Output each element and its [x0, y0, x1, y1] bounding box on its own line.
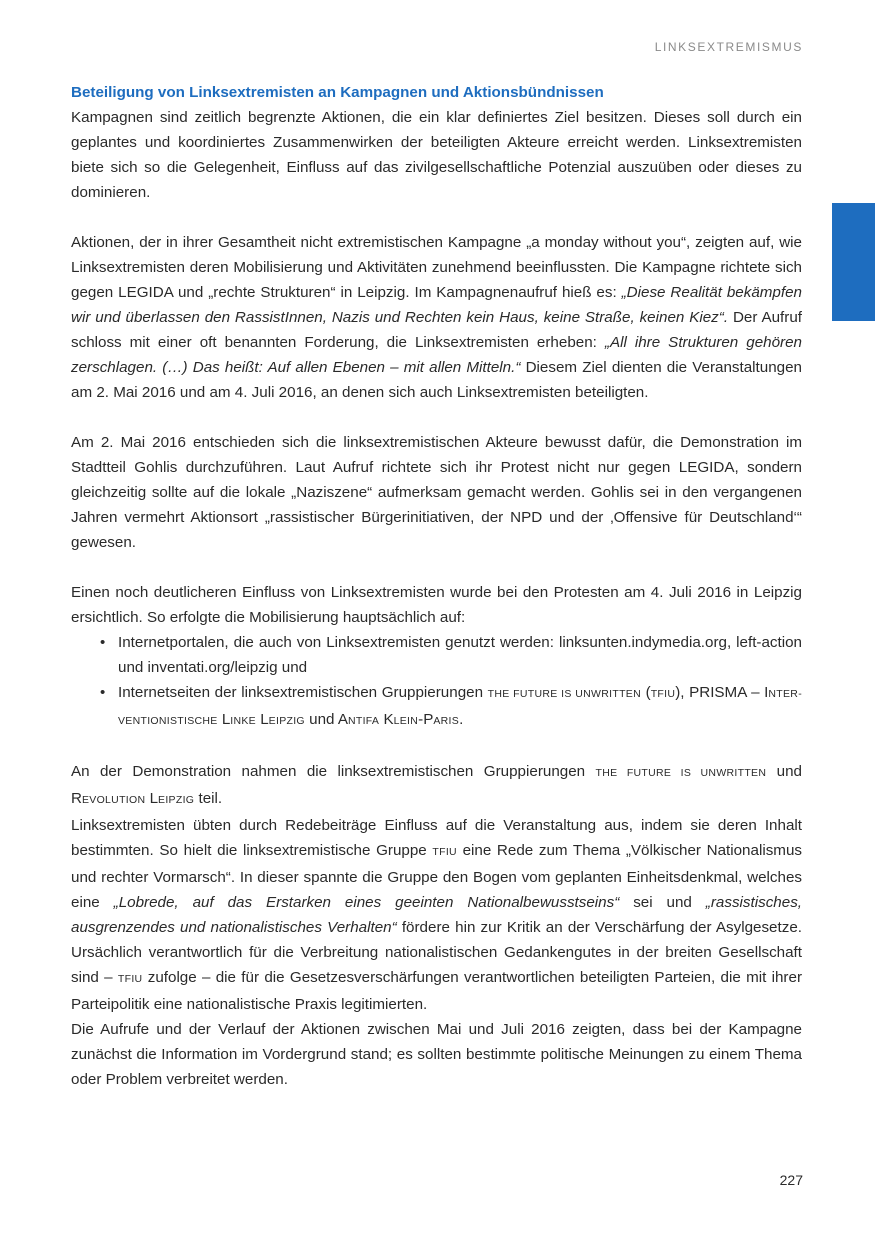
- text-run: fördere hin zur Kritik an der Verschärfung der Asylgesetze. Ursächlich verantwortlich für die Verbreitung nationalistischen Gedankengutes in der breiten Gesellschaft sind –: [71, 919, 802, 986]
- small-caps-run: TFIU: [117, 973, 143, 985]
- small-caps-run: NTER-VENTIONISTISCHE: [118, 688, 802, 727]
- text-run: Linksextremisten übten durch Redebeiträge Einfluss auf die Veranstaltung aus, indem sie deren Inhalt bestimmten. So hielt die linksextremistische Gruppe: [71, 817, 802, 859]
- small-caps-run: NTIFA: [347, 715, 380, 727]
- list-item: [100, 630, 802, 680]
- text-run: -P: [418, 711, 434, 728]
- text-run: teil.: [194, 790, 223, 807]
- paragraph-6: [71, 813, 802, 1017]
- small-caps-run: TFIU: [432, 846, 457, 858]
- text-run: L: [256, 711, 269, 728]
- paragraph-4: Einen noch deutlicheren Einfluss von Linksextremisten wurde bei den Protesten am 4. Juli 2016 in Leipzig ersichtlich. So erfolgte die Mobilisierung hauptsächlich auf:: [71, 584, 802, 626]
- text-run: und A: [304, 711, 348, 728]
- bullet-icon: •: [100, 634, 106, 651]
- paragraph-6-quote-1: „Lobrede, auf das Erstarken eines geeinten Nationalbewusstseins“: [113, 894, 620, 911]
- small-caps-run: TFIU: [650, 688, 676, 700]
- page-number: 227: [779, 1172, 803, 1188]
- text-run: ), PRISMA – I: [675, 684, 769, 701]
- small-caps-run: THE FUTURE IS UNWRITTEN: [487, 688, 641, 700]
- paragraph-2-quote-2: „All ihre Strukturen gehören zerschlagen. (…) Das heißt: Auf allen Ebenen – mit allen Mitteln.“: [71, 334, 802, 376]
- small-caps-run: EIPZIG: [268, 715, 305, 727]
- paragraph-7: Die Aufrufe und der Verlauf der Aktionen zwischen Mai und Juli 2016 zeigten, dass bei der Kampagne zunächst die Information im Vordergrund stand; es sollten bestimmte politische Meinungen zu einem Thema oder Problem verbreitet werden.: [71, 1021, 802, 1088]
- paragraph-6-quote-2: „rassistisches, ausgrenzendes und nationalistisches Verhalten“: [71, 894, 803, 936]
- text-run: (: [641, 684, 651, 701]
- text-run: L: [217, 711, 231, 728]
- paragraph-1: Kampagnen sind zeitlich begrenzte Aktionen, die ein klar definiertes Ziel besitzen. Dieses soll durch ein geplantes und koordiniertes Zusammenwirken der beteiligten Akteure erreicht werden. Linksextremisten biete sich so die Gelegenheit, Einfluss auf das zivilgesellschaftliche Potenzial auszuüben oder dieses zu dominieren.: [71, 109, 802, 201]
- text-run: sei und: [619, 894, 706, 911]
- small-caps-run: EVOLUTION: [81, 794, 146, 806]
- mobilization-list: [71, 630, 802, 734]
- list-item: [100, 680, 802, 734]
- text-run: L: [145, 790, 159, 807]
- running-head: LINKSEXTREMISMUS: [654, 40, 803, 54]
- chapter-tab-marker: [832, 203, 875, 321]
- page-content: [71, 80, 802, 1092]
- paragraph-2: [71, 230, 802, 405]
- paragraph-2-quote-1: „Diese Realität bekämpfen wir und überlassen den RassistInnen, Nazis und Rechten kein Haus, keine Straße, keinen Kiez“.: [71, 284, 802, 326]
- text-run: An der Demonstration nahmen die linksextremistischen Gruppierungen: [71, 763, 596, 780]
- section-title: Beteiligung von Linksextremisten an Kampagnen und Aktionsbündnissen: [71, 84, 604, 101]
- paragraph-3: Am 2. Mai 2016 entschieden sich die linksextremistischen Akteure bewusst dafür, die Demonstration im Stadtteil Gohlis durchzuführen. Laut Aufruf richtete sich ihr Protest nicht nur gegen LEGIDA, sondern gleichzeitig sollte auf die lokale „Naziszene“ aufmerksam gemacht werden. Gohlis sei in den vergangenen Jahren vermehrt Aktionsort „rassistischer Bürgerinitiativen, der NPD und der ‚Offensive für Deutschland‘“ gewesen.: [71, 434, 802, 551]
- list-item-text: Internetportalen, die auch von Linksextremisten genutzt werden: linksunten.indymedia.org, left-action und inventati.org/leipzig und: [118, 634, 802, 676]
- bullet-icon: •: [100, 684, 106, 701]
- small-caps-run: ARIS: [433, 715, 460, 727]
- small-caps-run: EIPZIG: [158, 794, 195, 806]
- paragraph-2-text-b: Der Aufruf schloss mit einer oft benannten Forderung, die Linksextremisten erheben:: [71, 309, 802, 351]
- text-run: Internetseiten der linksextremistischen Gruppierungen: [118, 684, 488, 701]
- paragraph-2-text-a: Aktionen, der in ihrer Gesamtheit nicht extremistischen Kampagne „a monday without you“, zeigten auf, wie Linksextremisten deren Mobilisierung und Aktivitäten zunehmend beeinflussten. Die Kampagne richtete sich gegen LEGIDA und „rechte Strukturen“ in Leipzig. Im Kampagnenaufruf hieß es:: [71, 234, 802, 301]
- paragraph-2-text-c: Diesem Ziel dienten die Veranstaltungen am 2. Mai 2016 und am 4. Juli 2016, an denen sich auch Linksextremisten beteiligten.: [71, 359, 803, 401]
- list-item-text: [118, 684, 802, 728]
- text-run: .: [459, 711, 464, 728]
- small-caps-run: THE FUTURE IS UNWRITTEN: [595, 767, 767, 779]
- text-run: eine Rede zum Thema „Völkischer Nationalismus und rechter Vormarsch“. In dieser spannte die Gruppe den Bogen vom geplanten Einheitsdenkmal, welches eine: [71, 842, 802, 911]
- text-run: und R: [71, 763, 802, 807]
- small-caps-run: INKE: [230, 715, 256, 727]
- text-run: zufolge – die für die Gesetzesverschärfungen verantwortlichen beteiligten Parteien, die mit ihrer Parteipolitik eine nationalistische Praxis legitimierten.: [71, 969, 802, 1013]
- paragraph-5: [71, 759, 802, 813]
- text-run: K: [379, 711, 394, 728]
- small-caps-run: LEIN: [393, 715, 419, 727]
